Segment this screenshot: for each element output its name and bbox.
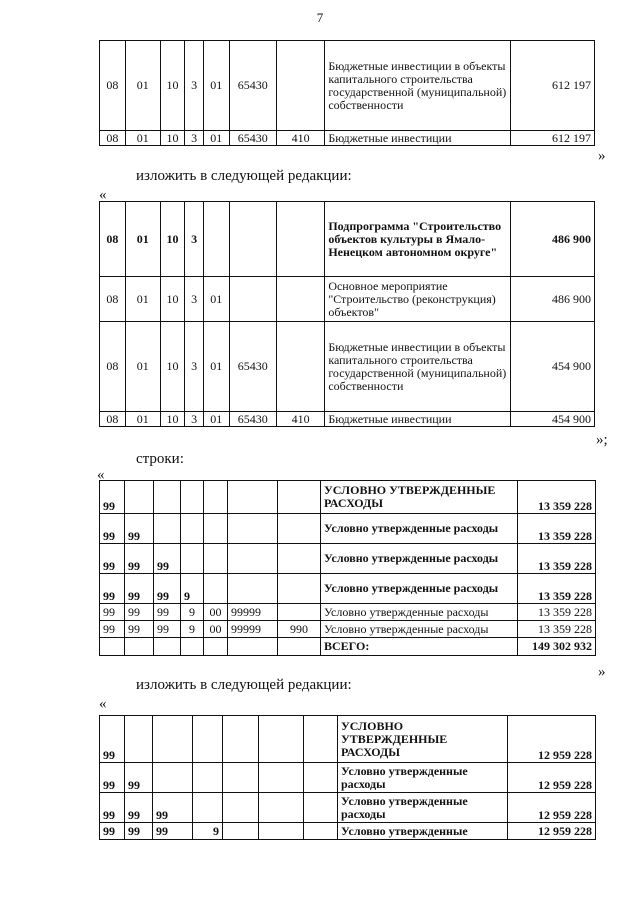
table-cell: 99 [100,823,125,840]
table-cell: 08 [100,41,126,131]
table-cell: 99 [100,793,125,823]
table-cell: 99 [100,621,125,638]
table-cell [228,638,278,656]
table-cell [228,544,278,574]
table-cell: 410 [276,131,324,146]
table-row [100,412,595,427]
table-cell [223,716,259,763]
table-cell: 99 [100,481,125,514]
table-cell: Условно утвержденные расходы [321,544,518,574]
table-cell [259,763,304,793]
table-cell [278,574,321,604]
table-cell: 99 [125,604,154,621]
budget-table-new [99,201,595,427]
table-cell [181,481,204,514]
table-cell: 486 900 [510,202,594,277]
table-cell: 454 900 [510,412,594,427]
opening-quote: « [97,467,105,483]
table-cell: Условно утвержденные расходы [321,574,518,604]
table-cell [125,481,154,514]
table-cell: 01 [125,322,160,412]
table-cell: 99 [125,574,154,604]
table-row [100,793,596,823]
table-cell [193,763,223,793]
table-cell: 10 [160,202,185,277]
table-row [100,277,595,322]
table-cell [276,41,324,131]
table-cell: 10 [160,131,185,146]
table-cell: 00 [204,604,228,621]
table-row-total [100,638,596,656]
table-cell: 99 [153,823,193,840]
table-cell [153,763,193,793]
table-cell [278,604,321,621]
table-row [100,544,596,574]
table-cell: 3 [185,131,204,146]
closing-quote: » [598,664,606,680]
table-cell: 10 [160,412,185,427]
table-cell [304,763,338,793]
table-cell: 99 [153,793,193,823]
table-cell: 612 197 [510,41,594,131]
table-row [100,481,596,514]
table-cell: 13 359 228 [518,481,596,514]
table-cell: 12 959 228 [508,823,596,840]
closing-quote: » [598,148,606,164]
table-cell: 3 [185,41,204,131]
table-cell: 454 900 [510,322,594,412]
table-cell [204,638,228,656]
table-cell [278,544,321,574]
table-cell [304,793,338,823]
table-cell [276,202,324,277]
table-cell: 13 359 228 [518,514,596,544]
table-cell: 10 [160,41,185,131]
table-cell: УСЛОВНО УТВЕРЖДЕННЫЕ РАСХОДЫ [338,716,508,763]
table-cell: 10 [160,277,185,322]
table-cell: Условно утвержденные расходы [321,621,518,638]
table-cell: 99999 [228,621,278,638]
total-value: 149 302 932 [518,638,596,656]
table-cell: 01 [125,41,160,131]
table-cell: 486 900 [510,277,594,322]
table-cell: Бюджетные инвестиции в объекты капитального строительства государственной (муниципальной) собственности [325,41,510,131]
table-cell: 9 [181,604,204,621]
table-cell: 99 [100,574,125,604]
table-cell: 01 [203,41,229,131]
table-cell: 65430 [229,322,276,412]
table-cell [229,277,276,322]
budget-table-original [99,40,595,146]
conditional-expenses-table-new [99,715,596,840]
table-cell: 9 [181,574,204,604]
table-cell: Подпрограмма "Строительство объектов культуры в Ямало-Ненецком автономном округе" [325,202,510,277]
table-cell: 99 [154,604,181,621]
table-cell [193,793,223,823]
opening-quote: « [99,696,107,712]
table-cell: 08 [100,412,126,427]
table-cell: 13 359 228 [518,544,596,574]
table-cell: 01 [203,412,229,427]
table-row [100,322,595,412]
table-cell: 99 [100,604,125,621]
table-cell: 99 [154,574,181,604]
table-cell [181,638,204,656]
table-cell [204,544,228,574]
table-cell [276,277,324,322]
table-row [100,41,595,131]
table-cell [203,202,229,277]
table-cell [204,481,228,514]
table-cell: 01 [203,277,229,322]
table-cell [204,574,228,604]
table-cell: 99 [100,514,125,544]
table-cell: Бюджетные инвестиции в объекты капитального строительства государственной (муниципальной) собственности [325,322,510,412]
table-cell [204,514,228,544]
table-cell: 01 [203,322,229,412]
table-cell [259,823,304,840]
table-cell: 01 [125,202,160,277]
table-cell [304,716,338,763]
table-cell: 9 [193,823,223,840]
table-cell: 12 959 228 [508,716,596,763]
table-cell: УСЛОВНО УТВЕРЖДЕННЫЕ РАСХОДЫ [321,481,518,514]
table-cell: 10 [160,322,185,412]
table-cell [259,793,304,823]
table-row [100,763,596,793]
table-row [100,716,596,763]
table-cell: 99 [100,544,125,574]
table-cell: 13 359 228 [518,604,596,621]
table-cell: 12 959 228 [508,763,596,793]
table-row [100,514,596,544]
table-cell: 99 [125,621,154,638]
table-cell [154,481,181,514]
table-row [100,574,596,604]
table-cell: 3 [185,277,204,322]
table-cell: 08 [100,322,126,412]
table-cell: Бюджетные инвестиции [325,131,510,146]
table-cell [223,823,259,840]
table-cell [259,716,304,763]
table-cell [125,716,153,763]
table-cell: 3 [185,322,204,412]
table-cell: 9 [181,621,204,638]
table-cell: 00 [204,621,228,638]
table-cell: 99 [125,544,154,574]
table-cell: 13 359 228 [518,574,596,604]
table-cell [278,638,321,656]
table-cell: 65430 [229,412,276,427]
table-row [100,823,596,840]
table-cell: 99 [125,823,153,840]
table-cell [181,544,204,574]
table-cell: 65430 [229,41,276,131]
table-cell: 08 [100,131,126,146]
table-cell [228,514,278,544]
table-cell: Условно утвержденные расходы [338,793,508,823]
table-cell [223,763,259,793]
conditional-expenses-table-original [99,480,596,656]
table-cell [278,481,321,514]
table-cell [276,322,324,412]
table-cell: Условно утвержденные расходы [321,604,518,621]
table-cell [154,638,181,656]
table-cell [154,514,181,544]
table-cell: Условно утвержденные расходы [321,514,518,544]
table-cell: 410 [276,412,324,427]
table-cell: 12 959 228 [508,793,596,823]
page-number: 7 [316,10,324,25]
table-cell [223,793,259,823]
table-cell: 990 [278,621,321,638]
table-cell [100,638,125,656]
table-cell: 99 [154,544,181,574]
table-cell [125,638,154,656]
table-cell: 3 [185,412,204,427]
table-cell: 13 359 228 [518,621,596,638]
table-cell [181,514,204,544]
table-cell: 65430 [229,131,276,146]
table-cell [304,823,338,840]
table-row [100,604,596,621]
table-cell: Бюджетные инвестиции [325,412,510,427]
edit-instruction: изложить в следующей редакции: [136,677,352,693]
table-cell: 01 [125,131,160,146]
table-cell: 99 [100,763,125,793]
table-cell: 08 [100,277,126,322]
table-cell [228,574,278,604]
table-row [100,131,595,146]
total-label: ВСЕГО: [321,638,518,656]
table-cell [228,481,278,514]
opening-quote: « [99,187,107,203]
table-cell: 99 [125,763,153,793]
table-cell: 612 197 [510,131,594,146]
table-cell: 08 [100,202,126,277]
table-cell: Условно утвержденные [338,823,508,840]
table-cell: 99 [154,621,181,638]
table-cell: 99999 [228,604,278,621]
edit-instruction: изложить в следующей редакции: [136,168,352,184]
table-cell: 01 [203,131,229,146]
table-cell [193,716,223,763]
table-cell: 01 [125,277,160,322]
table-row [100,621,596,638]
table-cell: 3 [185,202,204,277]
table-cell: 99 [125,793,153,823]
table-cell [229,202,276,277]
table-cell: Основное мероприятие "Строительство (реконструкция) объектов" [325,277,510,322]
table-cell: 99 [100,716,125,763]
table-cell [278,514,321,544]
table-cell: 99 [125,514,154,544]
table-cell [153,716,193,763]
closing-quote-semicolon: »; [596,432,608,448]
table-cell: Условно утвержденные расходы [338,763,508,793]
table-row [100,202,595,277]
table-cell: 01 [125,412,160,427]
lines-label: строки: [136,451,184,467]
